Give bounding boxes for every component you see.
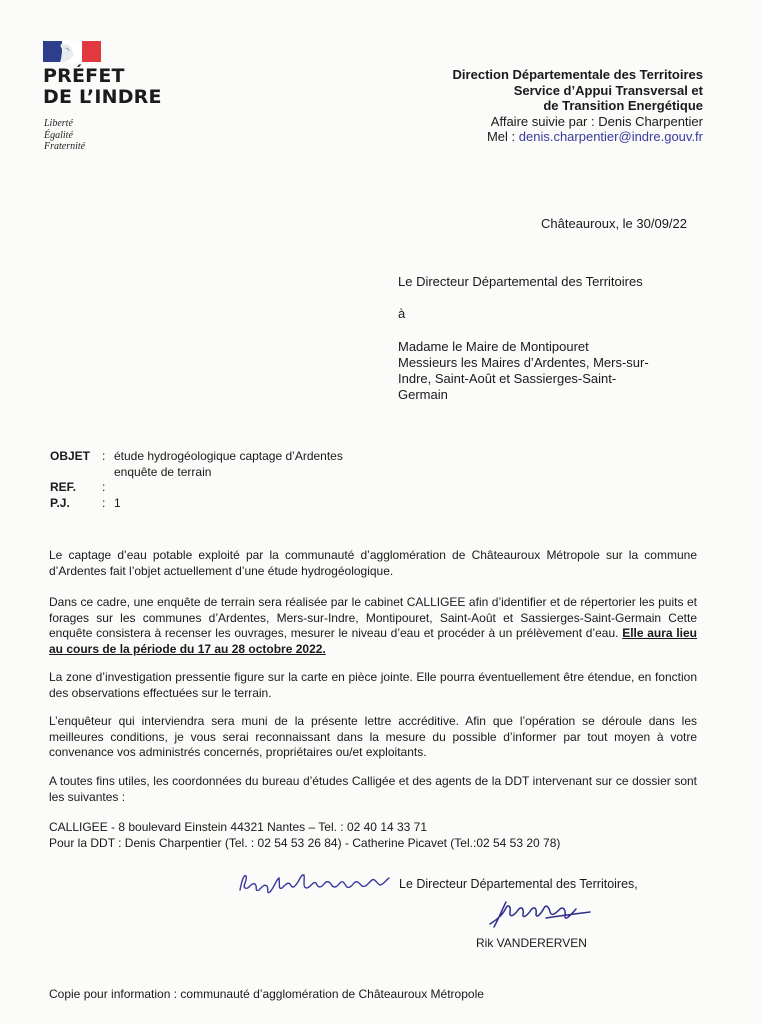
recipient-line: Messieurs les Maires d’Ardentes, Mers-sur-: [398, 355, 649, 370]
header-service-line2: de Transition Energétique: [543, 98, 703, 113]
object-sep: :: [102, 449, 106, 463]
ref-row: [50, 480, 343, 496]
motto-fraternite: Fraternité: [44, 141, 86, 152]
header-directorate: Direction Départementale des Territoires: [452, 67, 703, 82]
header-service-line1: Service d’Appui Transversal et: [513, 82, 703, 98]
signatory-title: Le Directeur Départemental des Territoires,: [399, 877, 638, 891]
letter-date: Châteauroux, le 30/09/22: [541, 216, 687, 231]
recipient-line: Germain: [398, 387, 448, 402]
pj-value: 1: [114, 495, 121, 510]
pj-row: [50, 496, 343, 512]
body-paragraph-2: [49, 595, 697, 657]
republic-motto: [44, 118, 85, 153]
contact-calligee: CALLIGEE - 8 boulevard Einstein 44321 Nantes – Tel. : 02 40 14 33 71: [49, 820, 428, 834]
handwritten-salutation: [236, 866, 394, 900]
contacts-block: [49, 820, 697, 851]
prefecture-name: [43, 66, 162, 108]
mail-label: Mel :: [486, 129, 519, 144]
pj-label: P.J.: [50, 495, 70, 510]
object-line1: étude hydrogéologique captage d’Ardentes: [114, 449, 343, 463]
marianne-flag-logo: [43, 41, 101, 62]
pj-sep: :: [102, 495, 106, 510]
signatory-name: Rik VANDERERVEN: [476, 936, 587, 950]
contact-ddt: Pour la DDT : Denis Charpentier (Tel. : 02 54 53 26 84) - Catherine Picavet (Tel.:02 54 53 20 78): [49, 835, 561, 850]
body-paragraph-2-text: Dans ce cadre, une enquête de terrain sera réalisée par le cabinet CALLIGEE afin d’identifier et de répertorier les puits et forages sur les communes d’Ardentes, Mers-sur-Indre, Montipouret, Saint-Août et Sassierges-Saint-Germain Cette enquête consistera à recenser les ouvrages, mesurer le niveau d’eau et procéder à un prélèvement d’eau.: [49, 595, 697, 641]
motto-egalite: Égalité: [44, 129, 73, 141]
body-paragraph-3: La zone d’investigation pressentie figure sur la carte en pièce jointe. Elle pourra éventuellement être étendue, en fonction des observations effectuées sur le terrain.: [49, 670, 697, 700]
object-text: [114, 449, 343, 480]
to-word: à: [398, 306, 406, 321]
header-mail: [380, 129, 703, 145]
recipients-block: [398, 339, 649, 403]
object-label: OBJET: [50, 449, 91, 463]
body-paragraph-1: Le captage d’eau potable exploité par la communauté d’agglomération de Châteauroux Métropole sur la commune d’Ardentes fait l’objet actuellement d’une étude hydrogéologique.: [49, 548, 697, 578]
ref-label: REF.: [50, 480, 77, 494]
prefecture-name-line2: DE L’INDRE: [43, 86, 162, 108]
intervention-period: Elle aura lieu au cours de la période du 17 au 28 octobre 2022.: [49, 626, 697, 656]
copy-notice: Copie pour information : communauté d’agglomération de Châteauroux Métropole: [49, 987, 484, 1001]
mail-address-link[interactable]: denis.charpentier@indre.gouv.fr: [518, 129, 703, 144]
object-block: [50, 449, 343, 511]
sender-title: Le Directeur Départemental des Territoires: [398, 274, 643, 289]
body-paragraph-4: L’enquêteur qui interviendra sera muni de la présente lettre accréditive. Afin que l’opération se déroule dans les meilleures conditions, je vous serai reconnaissant dans la mesure du possible d’informer par tout moyen à votre convenance vos administrés concernés, propriétaires ou/et exploitants.: [49, 714, 697, 760]
recipient-line: Madame le Maire de Montipouret: [398, 339, 589, 354]
header-followed-by: Affaire suivie par : Denis Charpentier: [490, 113, 703, 129]
motto-liberte: Liberté: [44, 118, 73, 129]
recipient-line: Indre, Saint-Août et Sassierges-Saint-: [398, 371, 617, 386]
body-paragraph-5: A toutes fins utiles, les coordonnées du bureau d’études Calligée et des agents de la DDT intervenant sur ce dossier sont les suivantes :: [49, 774, 697, 804]
handwritten-signature: [486, 894, 592, 932]
ref-sep: :: [102, 480, 106, 494]
object-line2: enquête de terrain: [114, 464, 212, 479]
object-row: [50, 449, 343, 480]
sender-header: [380, 67, 703, 145]
prefecture-name-line1: PRÉFET: [43, 65, 125, 87]
